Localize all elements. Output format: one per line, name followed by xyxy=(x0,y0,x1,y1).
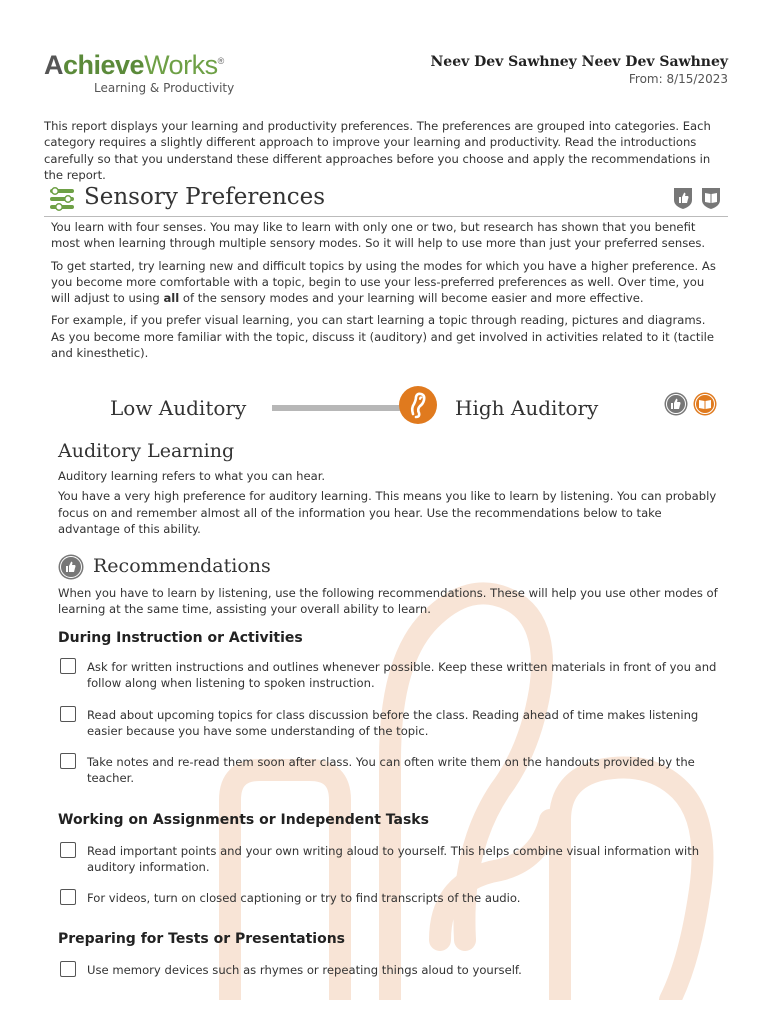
checkbox[interactable] xyxy=(60,842,76,858)
section-title: Sensory Preferences xyxy=(84,184,326,210)
checkbox[interactable] xyxy=(60,706,76,722)
section-paragraph-3: For example, if you prefer visual learning, you can start learning a topic through reading, pictures and diagrams. As you become more familiar with the topic, discuss it (auditory) and get involved in activities related to it (tactile and kinesthetic). xyxy=(51,313,715,361)
achieveworks-logo xyxy=(44,48,244,104)
recommendation-group-tests xyxy=(58,931,718,991)
section-paragraph-2 xyxy=(51,258,716,307)
recommendation-text: Use memory devices such as rhymes or repeating things aloud to yourself. xyxy=(87,963,522,977)
section-header xyxy=(44,182,728,217)
recommendation-group-instruction xyxy=(58,630,718,790)
auditory-paragraph-2: You have a very high preference for auditory learning. This means you like to learn by listening. You can probably focus on and remember almost all of the information you hear. Use the recommendations below to take advantage of this ability. xyxy=(58,489,717,536)
section-p2-text: To get started, try learning new and difficult topics by using the modes for which you have a higher preference. As you become more comfortable with a topic, begin to use your less-preferred preferences as well. Over time, you will adjust to using xyxy=(51,258,716,306)
sliders-icon xyxy=(48,186,76,212)
checkbox[interactable] xyxy=(60,961,76,977)
auditory-preference-scale xyxy=(44,384,728,430)
logo-letter-a: A xyxy=(44,50,63,80)
logo-registered-mark: ® xyxy=(217,56,224,66)
group-heading: Working on Assignments or Independent Tasks xyxy=(58,812,429,828)
recommendation-group-assignments xyxy=(58,812,718,912)
checkbox[interactable] xyxy=(60,658,76,674)
user-info xyxy=(431,54,729,86)
recommendations-intro: When you have to learn by listening, use the following recommendations. These will help you use other modes of learning at the same time, assisting your overall ability to learn. xyxy=(58,586,718,617)
section-p2-text-end: of the sensory modes and your learning will become easier and more effective. xyxy=(179,291,644,306)
low-auditory-label: Low Auditory xyxy=(110,396,247,420)
user-name: Neev Dev Sawhney Neev Dev Sawhney xyxy=(430,54,728,70)
auditory-learning-body xyxy=(58,468,718,541)
group-heading: Preparing for Tests or Presentations xyxy=(58,931,345,947)
logo-works: Works xyxy=(144,50,218,80)
section-paragraph-1: You learn with four senses. You may like to learn with only one or two, but research has shown that you benefit most when learning through multiple sensory modes. So it will help to use more than just your preferred senses. xyxy=(51,220,706,251)
recommendation-text: Read about upcoming topics for class discussion before the class. Reading ahead of time makes listening easier because you have some understanding of the topic. xyxy=(87,708,699,739)
section-p2-bold: all xyxy=(163,291,180,306)
report-intro: This report displays your learning and productivity preferences. The preferences are grouped into categories. Each category requires a slightly different approach to improve your learning and productivity. Read the introductions carefully so that you understand these different approaches before you choose and apply the recommendations in the report. xyxy=(44,119,711,182)
book-shield-icon xyxy=(700,186,722,210)
recommendation-text: Take notes and re-read them soon after class. You can often write them on the handouts provided by the teacher. xyxy=(87,755,695,786)
thumbs-up-icon xyxy=(58,554,84,580)
report-date: From: 8/15/2023 xyxy=(628,72,728,86)
thumbs-up-shield-icon xyxy=(672,186,694,210)
recommendations-title: Recommendations xyxy=(93,555,271,577)
report-header xyxy=(44,48,728,104)
checkbox[interactable] xyxy=(60,889,76,905)
auditory-paragraph-1: Auditory learning refers to what you can hear. xyxy=(58,469,326,483)
section-intro xyxy=(51,219,716,367)
scale-track xyxy=(272,405,417,411)
logo-chieve: chieve xyxy=(63,50,145,80)
recommendation-text: Ask for written instructions and outlines whenever possible. Keep these written materials in front of you and follow along when listening to spoken instruction. xyxy=(87,660,717,691)
auditory-learning-title: Auditory Learning xyxy=(58,440,235,462)
thumbs-up-badge-icon xyxy=(664,392,688,416)
ear-icon xyxy=(399,386,437,424)
recommendation-text: For videos, turn on closed captioning or try to find transcripts of the audio. xyxy=(87,891,521,905)
high-auditory-label: High Auditory xyxy=(455,396,599,420)
recommendation-text: Read important points and your own writing aloud to yourself. This helps combine visual information with auditory information. xyxy=(87,844,700,875)
book-badge-icon xyxy=(693,392,717,416)
checkbox[interactable] xyxy=(60,753,76,769)
logo-tagline: Learning & Productivity xyxy=(94,81,235,95)
group-heading: During Instruction or Activities xyxy=(58,630,303,646)
